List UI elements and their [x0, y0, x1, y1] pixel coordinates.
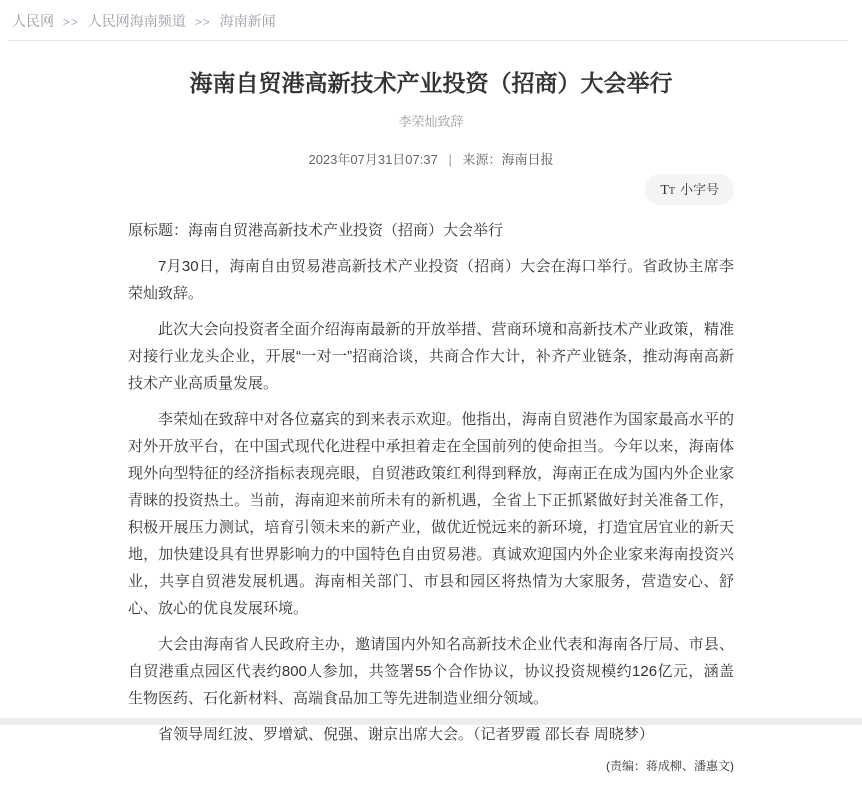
breadcrumb: [0, 0, 862, 40]
footer-strip: [0, 718, 862, 725]
breadcrumb-link-hainan-channel[interactable]: 人民网海南频道: [87, 13, 186, 29]
original-title-line: 原标题：海南自贸港高新技术产业投资（招商）大会举行: [128, 222, 504, 239]
publish-date: 2023年07月31日07:37: [308, 152, 438, 167]
meta-separator: |: [448, 152, 452, 167]
breadcrumb-divider: [8, 40, 848, 41]
font-size-label: 小字号: [679, 182, 719, 197]
article-paragraph: 7月30日，海南自由贸易港高新技术产业投资（招商）大会在海口举行。省政协主席李荣灿致辞。: [128, 258, 734, 302]
font-size-button[interactable]: [645, 174, 734, 205]
page-title: 海南自贸港高新技术产业投资（招商）大会举行: [189, 70, 673, 96]
article-paragraph: 大会由海南省人民政府主办，邀请国内外知名高新技术企业代表和海南各厅局、市县、自贸港重点园区代表约800人参加，共签署55个合作协议，协议投资规模约126亿元，涵盖生物医药、石化新材料、高端食品加工等先进制造业细分领域。: [128, 636, 734, 707]
breadcrumb-link-hainan-news[interactable]: 海南新闻: [219, 13, 276, 29]
breadcrumb-link-peoples-daily[interactable]: 人民网: [12, 13, 54, 29]
article-content: [128, 67, 734, 788]
article-paragraph: 李荣灿在致辞中对各位嘉宾的到来表示欢迎。他指出，海南自贸港作为国家最高水平的对外开放平台，在中国式现代化进程中承担着走在全国前列的使命担当。今年以来，海南体现外向型特征的经济指标表现亮眼，自贸港政策红利得到释放，海南正在成为国内外企业家青睐的投资热土。当前，海南迎来前所未有的新机遇，全省上下正抓紧做好封关准备工作，积极开展压力测试，培育引领未来的新产业，做优近悦远来的新环境，打造宜居宜业的新天地，加快建设具有世界影响力的中国特色自由贸易港。真诚欢迎国内外企业家来海南投资兴业，共享自贸港发展机遇。海南相关部门、市县和园区将热情为大家服务，营造安心、舒心、放心的优良发展环境。: [128, 411, 734, 617]
article-paragraph: 此次大会向投资者全面介绍海南最新的开放举措、营商环境和高新技术产业政策，精准对接行业龙头企业，开展“一对一”招商洽谈，共商合作大计，补齐产业链条，推动海南高新技术产业高质量发展。: [128, 321, 734, 392]
breadcrumb-separator: >>: [194, 15, 211, 29]
article-toolbar: [128, 174, 734, 205]
breadcrumb-separator: >>: [62, 15, 79, 29]
editors-line: (责编：蒋成柳、潘惠文): [606, 759, 734, 773]
source-link[interactable]: 海南日报: [501, 152, 554, 167]
source-label: 来源：: [462, 152, 502, 167]
article-body: [128, 217, 734, 748]
article-subtitle: 李荣灿致辞: [398, 114, 464, 129]
font-size-icon: TT: [660, 183, 675, 198]
article-paragraph: 省领导周红波、罗增斌、倪强、谢京出席大会。（记者罗霞 邵长春 周晓梦）: [158, 726, 654, 743]
article-meta: [128, 149, 734, 168]
